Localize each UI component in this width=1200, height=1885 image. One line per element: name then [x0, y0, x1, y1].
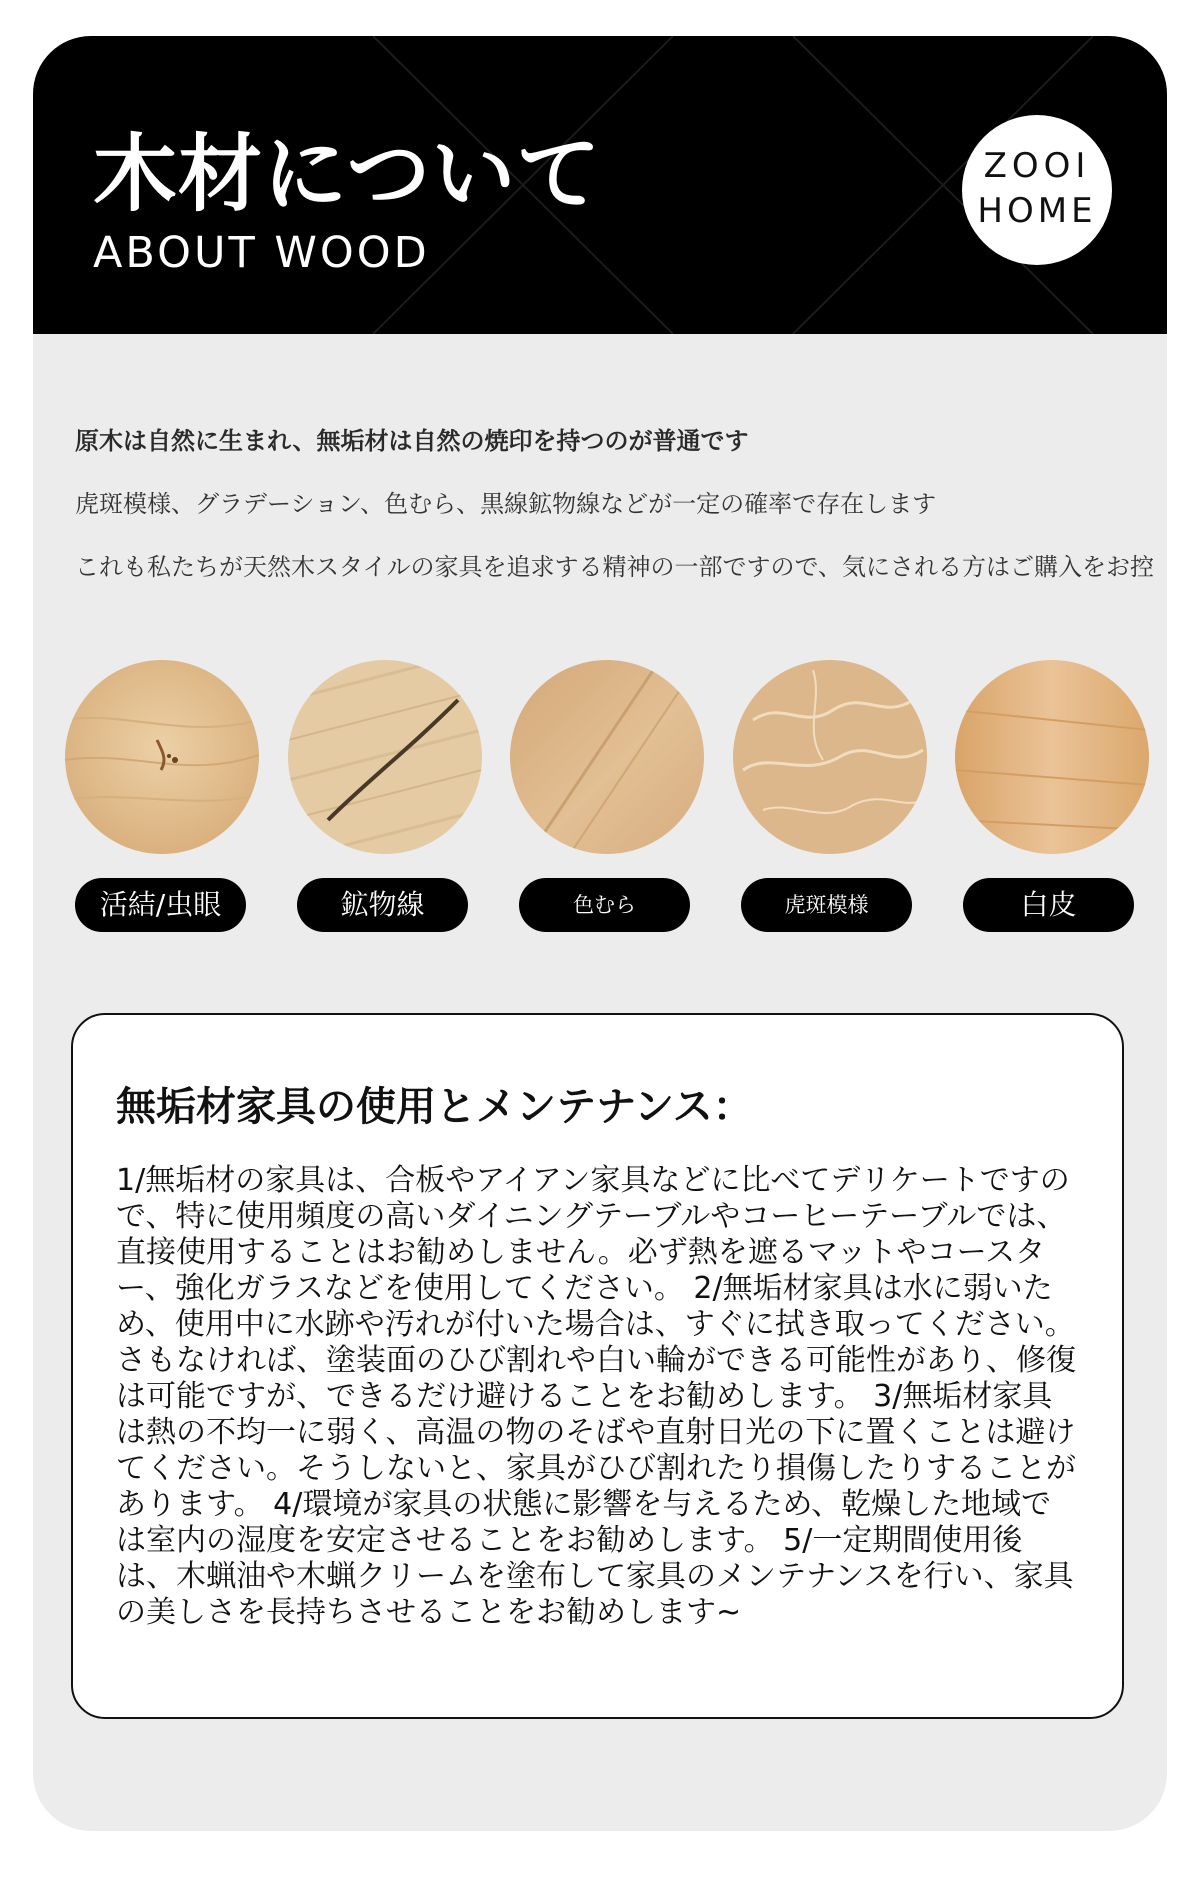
brand-logo	[962, 115, 1112, 265]
swatch-label-knot: 活結/虫眼	[75, 878, 246, 932]
maintenance-body: 1/無垢材の家具は、合板やアイアン家具などに比べてデリケートですので、特に使用頻度の高いダイニングテーブルやコーヒーテーブルでは、直接使用することはお勧めしません。必ず熱を遮るマットやコースター、強化ガラスなどを使用してください。 2/無垢材家具は水に弱いため、使用中に水跡や汚れが付いた場合は、すぐに拭き取ってください。さもなければ、塗装面のひび割れや白い輪ができる可能性があり、修復は可能ですが、できるだけ避けることをお勧めします。 3/無垢材家具は熱の不均一に弱く、高温の物のそばや直射日光の下に置くことは避けてください。そうしないと、家具がひび割れたり損傷したりすることがあります。 4/環境が家具の状態に影響を与えるため、乾燥した地域では室内の湿度を安定させることをお勧めします。 5/一定期間使用後は、木蝋油や木蝋クリームを塗布して家具のメンテナンスを行い、家具の美しさを長持ちさせることをお勧めします~	[116, 1163, 1076, 1630]
wood-swatch-sapwood-image	[955, 660, 1149, 854]
page-title: 木材について	[93, 125, 602, 223]
header-banner	[33, 36, 1167, 334]
page-subtitle: ABOUT WOOD	[93, 228, 430, 278]
intro-line-2: 虎斑模様、グラデーション、色むら、黒線鉱物線などが一定の確率で存在します	[75, 490, 937, 518]
maintenance-title: 無垢材家具の使用とメンテナンス：	[116, 1084, 753, 1130]
intro-line-3: これも私たちが天然木スタイルの家具を追求する精神の一部ですので、気にされる方はご購入をお控	[75, 553, 1155, 581]
maintenance-box	[71, 1013, 1124, 1719]
wood-info-card	[33, 36, 1167, 1831]
wood-swatch-color-variation-image	[510, 660, 704, 854]
wood-swatch-mineral-line-image	[288, 660, 482, 854]
wood-swatch-tiger-pattern-image	[733, 660, 927, 854]
swatch-label-mineral-line: 鉱物線	[297, 878, 468, 932]
logo-text-line1: ZOOI	[983, 146, 1091, 186]
logo-text-line2: HOME	[977, 191, 1097, 231]
swatch-label-tiger-pattern: 虎斑模様	[741, 878, 912, 932]
swatch-label-sapwood: 白皮	[963, 878, 1134, 932]
swatch-label-color-variation: 色むら	[519, 878, 690, 932]
wood-swatch-knot-image	[65, 660, 259, 854]
intro-line-1: 原木は自然に生まれ、無垢材は自然の焼印を持つのが普通です	[75, 427, 749, 455]
